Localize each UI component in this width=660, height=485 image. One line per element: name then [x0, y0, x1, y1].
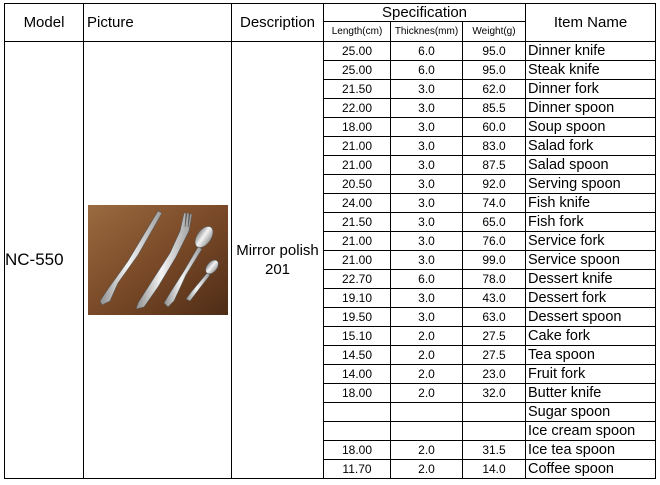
- thickness-cell: 3.0: [391, 251, 463, 270]
- thickness-cell: 2.0: [391, 460, 463, 479]
- item-name-cell: Coffee spoon: [526, 460, 656, 479]
- product-spec-table: [4, 3, 656, 479]
- thickness-cell: [391, 422, 463, 441]
- weight-cell: 14.0: [463, 460, 526, 479]
- thickness-cell: 6.0: [391, 42, 463, 61]
- thickness-cell: 3.0: [391, 194, 463, 213]
- weight-cell: 95.0: [463, 42, 526, 61]
- item-name-cell: Soup spoon: [526, 118, 656, 137]
- length-cell: 21.50: [324, 80, 391, 99]
- weight-cell: 76.0: [463, 232, 526, 251]
- weight-cell: 43.0: [463, 289, 526, 308]
- length-cell: 20.50: [324, 175, 391, 194]
- item-name-cell: Serving spoon: [526, 175, 656, 194]
- thickness-cell: 6.0: [391, 61, 463, 80]
- item-name-cell: Butter knife: [526, 384, 656, 403]
- thickness-cell: 3.0: [391, 213, 463, 232]
- item-name-cell: Dinner spoon: [526, 99, 656, 118]
- thickness-cell: 3.0: [391, 156, 463, 175]
- item-name-cell: Dinner knife: [526, 42, 656, 61]
- item-name-cell: Dinner fork: [526, 80, 656, 99]
- weight-cell: 65.0: [463, 213, 526, 232]
- weight-cell: 63.0: [463, 308, 526, 327]
- length-cell: 21.50: [324, 213, 391, 232]
- weight-cell: 78.0: [463, 270, 526, 289]
- length-cell: 19.10: [324, 289, 391, 308]
- length-cell: 21.00: [324, 137, 391, 156]
- item-name-cell: Sugar spoon: [526, 403, 656, 422]
- thickness-cell: 6.0: [391, 270, 463, 289]
- item-name-cell: Salad spoon: [526, 156, 656, 175]
- length-cell: 22.70: [324, 270, 391, 289]
- item-name-cell: Dessert fork: [526, 289, 656, 308]
- weight-cell: [463, 403, 526, 422]
- thickness-cell: 3.0: [391, 289, 463, 308]
- length-cell: 14.00: [324, 365, 391, 384]
- length-cell: 21.00: [324, 156, 391, 175]
- thickness-cell: 3.0: [391, 118, 463, 137]
- weight-header: Weight(g): [463, 22, 526, 42]
- specification-header: Specification: [324, 4, 526, 22]
- weight-cell: 87.5: [463, 156, 526, 175]
- table-row: [5, 42, 656, 61]
- weight-cell: 74.0: [463, 194, 526, 213]
- model-header: Model: [5, 4, 84, 42]
- item-name-cell: Fish knife: [526, 194, 656, 213]
- weight-cell: 95.0: [463, 61, 526, 80]
- item-name-cell: Service spoon: [526, 251, 656, 270]
- model-cell: NC-550: [5, 42, 84, 479]
- thickness-cell: 3.0: [391, 80, 463, 99]
- weight-cell: 32.0: [463, 384, 526, 403]
- thickness-header: Thicknes(mm): [391, 22, 463, 42]
- length-cell: [324, 422, 391, 441]
- item-name-cell: Ice cream spoon: [526, 422, 656, 441]
- weight-cell: 27.5: [463, 327, 526, 346]
- weight-cell: 27.5: [463, 346, 526, 365]
- thickness-cell: 3.0: [391, 308, 463, 327]
- item-name-cell: Salad fork: [526, 137, 656, 156]
- weight-cell: 85.5: [463, 99, 526, 118]
- picture-cell: [84, 42, 232, 479]
- item-name-cell: Ice tea spoon: [526, 441, 656, 460]
- length-header: Length(cm): [324, 22, 391, 42]
- item-name-cell: Fruit fork: [526, 365, 656, 384]
- weight-cell: 60.0: [463, 118, 526, 137]
- picture-header: Picture: [84, 4, 232, 42]
- description-cell: [232, 42, 324, 479]
- thickness-cell: 2.0: [391, 327, 463, 346]
- length-cell: 18.00: [324, 441, 391, 460]
- length-cell: 18.00: [324, 384, 391, 403]
- item-name-cell: Tea spoon: [526, 346, 656, 365]
- item-name-cell: Steak knife: [526, 61, 656, 80]
- length-cell: 15.10: [324, 327, 391, 346]
- weight-cell: 62.0: [463, 80, 526, 99]
- item-name-header: Item Name: [526, 4, 656, 42]
- item-name-cell: Fish fork: [526, 213, 656, 232]
- thickness-cell: 3.0: [391, 175, 463, 194]
- description-material: 201: [264, 261, 291, 278]
- weight-cell: 92.0: [463, 175, 526, 194]
- length-cell: 22.00: [324, 99, 391, 118]
- length-cell: 11.70: [324, 460, 391, 479]
- thickness-cell: 2.0: [391, 441, 463, 460]
- weight-cell: 99.0: [463, 251, 526, 270]
- item-name-cell: Dessert knife: [526, 270, 656, 289]
- thickness-cell: 2.0: [391, 365, 463, 384]
- length-cell: 21.00: [324, 232, 391, 251]
- weight-cell: 31.5: [463, 441, 526, 460]
- length-cell: 25.00: [324, 61, 391, 80]
- item-name-cell: Dessert spoon: [526, 308, 656, 327]
- description-finish: Mirror polish: [236, 242, 319, 259]
- length-cell: 25.00: [324, 42, 391, 61]
- thickness-cell: 3.0: [391, 137, 463, 156]
- weight-cell: 83.0: [463, 137, 526, 156]
- thickness-cell: 3.0: [391, 232, 463, 251]
- item-name-cell: Cake fork: [526, 327, 656, 346]
- thickness-cell: 3.0: [391, 99, 463, 118]
- thickness-cell: 2.0: [391, 384, 463, 403]
- item-name-cell: Service fork: [526, 232, 656, 251]
- thickness-cell: 2.0: [391, 346, 463, 365]
- length-cell: 19.50: [324, 308, 391, 327]
- length-cell: [324, 403, 391, 422]
- description-header: Description: [232, 4, 324, 42]
- length-cell: 18.00: [324, 118, 391, 137]
- length-cell: 21.00: [324, 251, 391, 270]
- weight-cell: 23.0: [463, 365, 526, 384]
- length-cell: 24.00: [324, 194, 391, 213]
- cutlery-photo-icon: [88, 205, 228, 315]
- weight-cell: [463, 422, 526, 441]
- thickness-cell: [391, 403, 463, 422]
- length-cell: 14.50: [324, 346, 391, 365]
